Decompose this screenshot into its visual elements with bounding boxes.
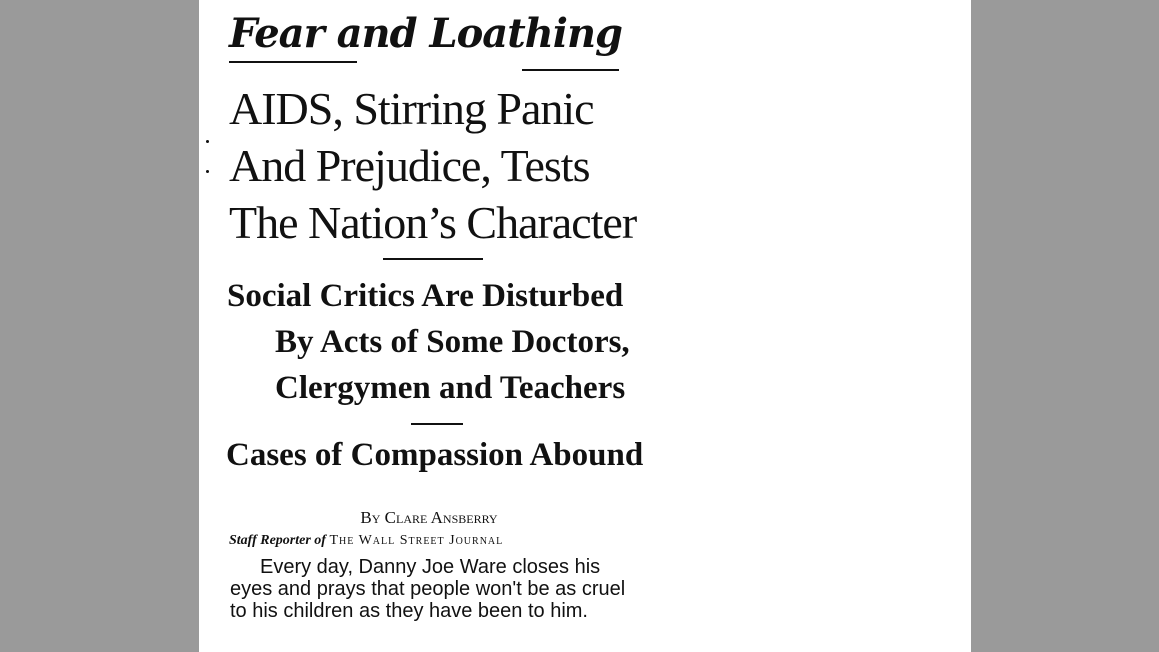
headline-line: The Nation’s Character bbox=[229, 197, 637, 248]
main-headline bbox=[229, 80, 636, 251]
headline-divider bbox=[383, 258, 483, 260]
newspaper-page bbox=[199, 0, 971, 652]
deck-line: Clergymen and Teachers bbox=[275, 370, 626, 406]
staff-credit bbox=[229, 533, 629, 549]
kicker-underline-left bbox=[229, 61, 357, 63]
staff-credit-prefix: Staff Reporter of bbox=[229, 533, 326, 548]
headline-line: AIDS, Stirring Panic bbox=[229, 83, 594, 134]
scan-marks bbox=[206, 138, 210, 178]
headline-line: And Prejudice, Tests bbox=[229, 140, 590, 191]
kicker-headline: Fear and Loathing bbox=[229, 10, 622, 57]
scan-mark bbox=[206, 140, 209, 143]
byline: By Clare Ansberry bbox=[360, 508, 498, 527]
subheadline-deck bbox=[227, 273, 637, 411]
secondary-deck: Cases of Compassion Abound bbox=[226, 437, 644, 473]
deck-line: Social Critics Are Disturbed bbox=[227, 278, 624, 314]
kicker-underline-right bbox=[522, 69, 619, 71]
deck-line: By Acts of Some Doctors, bbox=[275, 324, 630, 360]
scan-mark bbox=[206, 170, 209, 173]
staff-credit-paper: The Wall Street Journal bbox=[329, 533, 504, 548]
deck-divider bbox=[411, 423, 463, 425]
article-body: Every day, Danny Joe Ware closes his eyes and prays that people won't be as cruel to his children as they have been to him. bbox=[230, 556, 626, 622]
